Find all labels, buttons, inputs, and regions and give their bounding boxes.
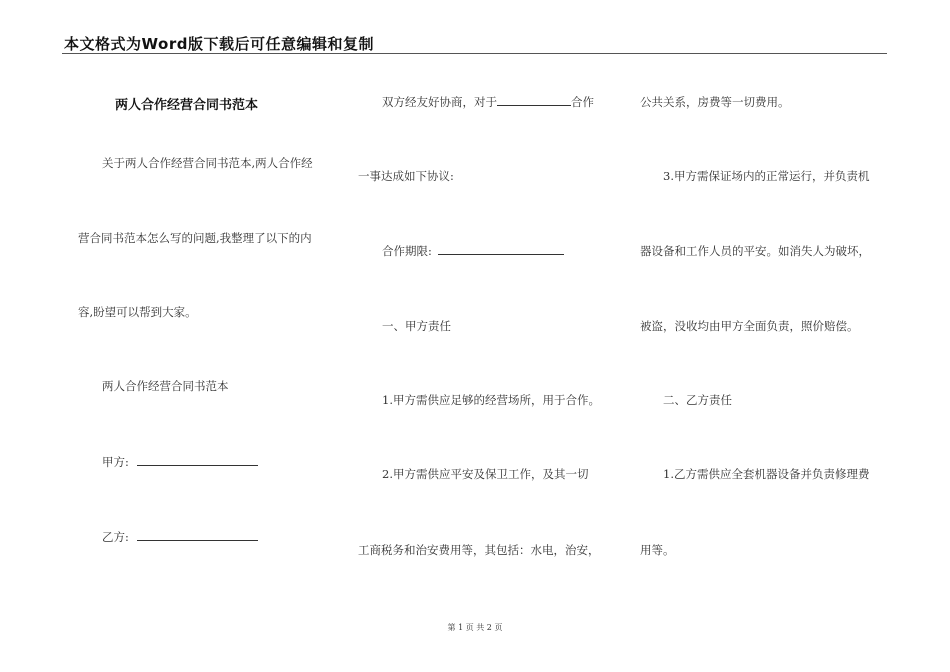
party-b-blank: [137, 530, 258, 541]
party-b-line: [102, 529, 258, 545]
term-blank: [438, 244, 564, 255]
document-title: 两人合作经营合同书范本: [115, 98, 259, 113]
section-party-a: 一、甲方责任: [382, 319, 451, 333]
agreement-post: 合作: [571, 95, 594, 109]
party-a-label: 甲方:: [102, 455, 129, 469]
header-divider: [62, 53, 887, 54]
page-number: 第 1 页 共 2 页: [447, 623, 503, 632]
party-a-item-2-cont: 工商税务和治安费用等，其包括：水电，治安，: [358, 543, 600, 557]
party-a-item-3-cont-2: 被盗，没收均由甲方全面负责，照价赔偿。: [640, 319, 859, 333]
project-blank: [497, 95, 571, 106]
party-b-item-1-cont: 用等。: [640, 543, 675, 557]
agreement-pre: 双方经友好协商，对于: [382, 95, 497, 109]
party-b-label: 乙方:: [102, 530, 129, 544]
intro-line-3: 容,盼望可以帮到大家。: [78, 305, 197, 319]
col3-line-1: 公共关系，房费等一切费用。: [640, 95, 790, 109]
party-a-line: [102, 454, 258, 470]
term-line: [382, 243, 564, 259]
party-a-item-3: 3.甲方需保证场内的正常运行，并负责机: [663, 169, 870, 183]
party-a-item-2: 2.甲方需供应平安及保卫工作，及其一切: [382, 467, 589, 481]
intro-line-1: 关于两人合作经营合同书范本,两人合作经: [102, 156, 313, 170]
section-party-b: 二、乙方责任: [663, 393, 732, 407]
agreement-line-1: [382, 94, 594, 110]
download-banner: 本文格式为Word版下载后可任意编辑和复制: [64, 35, 374, 53]
subtitle: 两人合作经营合同书范本: [102, 379, 229, 393]
party-a-item-1: 1.甲方需供应足够的经营场所，用于合作。: [382, 393, 600, 407]
party-b-item-1: 1.乙方需供应全套机器设备并负责修理费: [663, 467, 870, 481]
term-label: 合作期限:: [382, 244, 432, 258]
intro-line-2: 营合同书范本怎么写的问题,我整理了以下的内: [78, 231, 312, 245]
agreement-line-2: 一事达成如下协议:: [358, 169, 454, 183]
party-a-item-3-cont: 器设备和工作人员的平安。如消失人为破坏，: [640, 244, 870, 258]
party-a-blank: [137, 455, 258, 466]
